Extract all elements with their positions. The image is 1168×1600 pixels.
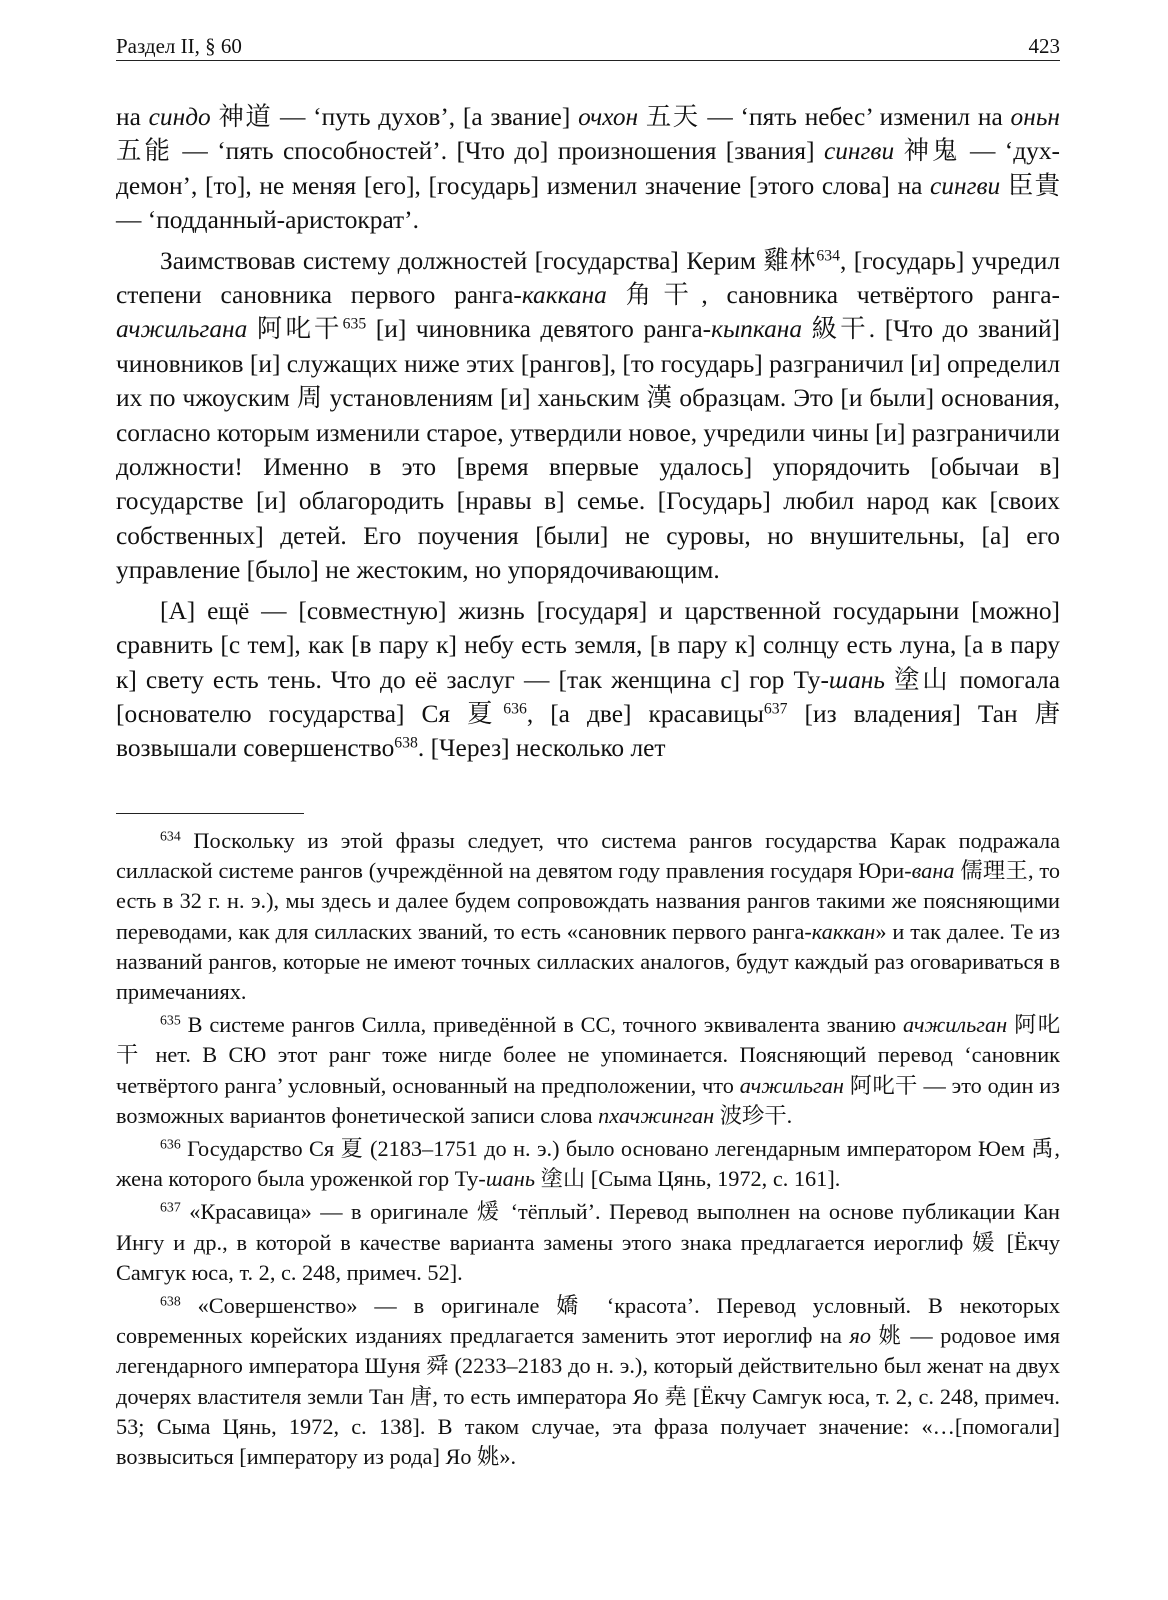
footnote-638: $^{638}$ «Совершенство» — в оригинале 嬌 ‘красота’. Перевод условный. В некоторых современных корейских изданиях предлагается заменить этот иероглиф на яо 姚 — родовое имя легендарного императора Шуня 舜 (2233–2183 до н. э.), который действительно был женат на двух дочерях властителя земли Тан 唐, то есть императора Яо 堯 [Ёкчу Самгук юса, т. 2, с. 248, примеч. 53; Сыма Цянь, 1972, с. 138]. В таком случае, эта фраза получает значение: «…[помогали] возвыситься [императору из рода] Яо 姚». [116,1293,1061,1470]
italic-term: кыпкана [711,315,803,344]
footnote-ref: 636 [160,1136,181,1152]
footnote-ref: 634 [816,246,840,264]
footnote-ref: 638 [394,734,418,752]
italic-term: ачжильгана [116,315,248,344]
italic-term: пхачжинган [598,1102,715,1128]
footnote-635: $^{635}$ В системе рангов Силла, приведённой в СС, точного эквивалента званию ачжильган 阿叱干 нет. В СЮ этот ранг тоже нигде более не упоминается. Поясняющий перевод ‘сановник четвёртого ранга’ условный, основанный на предположении, что ачжильган 阿叱干 — это один из возможных вариантов фонетической записи слова пхачжинган 波珍干. [116,1012,1060,1128]
italic-term: вана [911,858,955,884]
footnote-ref: 635 [160,1012,181,1028]
italic-term: каккана [521,281,607,310]
italic-term: ачжильган [739,1072,844,1098]
italic-term: шань [828,665,885,694]
footnote-ref: 638 [160,1293,181,1309]
italic-term: шань [485,1166,536,1192]
section-title: Раздел II, § 60 [116,34,242,58]
page-number: 423 [1028,34,1060,58]
footnote-636: $^{636}$ Государство Ся 夏 (2183–1751 до н. э.) было основано легендарным императором Юем 禹, жена которого была уроженкой гор Ту-шань 塗山 [Сыма Цянь, 1972, с. 161]. [116,1136,1060,1192]
italic-term: сингви [823,137,895,166]
running-head [116,30,1060,61]
footnotes [116,826,1060,1475]
italic-term: ачжильган [903,1012,1008,1038]
footnote-ref: 635 [342,315,367,333]
footnote-ref: 637 [160,1199,181,1215]
italic-term: сингви [930,171,1001,200]
footnote-separator [116,813,304,814]
italic-term: каккан [811,918,876,944]
italic-term: очхон [578,103,639,131]
footnote-634: $^{634}$ Поскольку из этой фразы следует, что система рангов государства Карак подражала силлаской системе рангов (учреждённой на девятом году правления государя Юри-вана 儒理王, то есть в 32 г. н. э.), мы здесь и далее будем сопровождать названия рангов такими же поясняющими переводами, как для силласких званий, то есть «сановник первого ранга-каккан» и так далее. Те из названий рангов, которые не имеют точных силласких аналогов, будут каждый раз оговариваться в примечаниях. [116,828,1061,1005]
footnote-637: $^{637}$ «Красавица» — в оригинале 煖 ‘тёплый’. Перевод выполнен на основе публикации Кан Ингу и др., в которой в качестве варианта замены этого знака предлагается иероглиф 媛 [Ёкчу Самгук юса, т. 2, с. 248, примеч. 52]. [116,1199,1060,1285]
italic-term: яо [849,1323,871,1349]
paragraph-2: Заимствовав систему должностей [государства] Керим 雞林$^{634}$, [государь] учредил степени сановника первого ранга-каккана 角干, сановника четвёртого ранга-ачжильгана 阿叱干$^{635}$ [и] чиновника девятого ранга-кыпкана 級干. [Что до званий] чиновников [и] служащих ниже этих [рангов], [то государь] разграничил [и] определил их по чжоуским 周 установлениям [и] ханьским 漢 образцам. Это [и были] основания, согласно которым изменили старое, утвердили новое, учредили чины [и] разграничили должности! Именно в это [время впервые удалось] упорядочить [обычаи в] государстве [и] облагородить [нравы в] семье. [Государь] любил народ как [своих собственных] детей. Его поучения [были] не суровы, но внушительны, [а] его управление [было] не жестоким, но упорядочивающим. [116,246,1060,585]
italic-term: оньн [1010,103,1060,131]
main-text [116,100,1060,766]
paragraph-1: на синдо 神道 — ‘путь духов’, [а звание] очхон 五天 — ‘пять небес’ изменил на оньн 五能 — ‘пять способностей’. [Что до] произношения [звания] сингви 神鬼 — ‘дух-демон’, [то], не меняя [его], [государь] изменил значение [этого слова] на сингви 臣貴 — ‘подданный-аристократ’. [116,103,1060,235]
footnote-ref: 634 [160,828,181,844]
footnote-ref: 637 [763,700,788,718]
paragraph-3: [А] ещё — [совместную] жизнь [государя] и царственной государыни [можно] сравнить [с тем], как [в пару к] небу есть земля, [в пару к] солнцу есть луна, [а в пару к] свету есть тень. Что до её заслуг — [так женщина с] гор Ту-шань 塗山 помогала [основателю государства] Ся 夏$^{636}$, [а две] красавицы$^{637}$ [из владения] Тан 唐 возвышали совершенство$^{638}$. [Через] несколько лет [116,596,1060,763]
footnote-ref: 636 [503,700,527,718]
italic-term: синдо [148,103,211,131]
